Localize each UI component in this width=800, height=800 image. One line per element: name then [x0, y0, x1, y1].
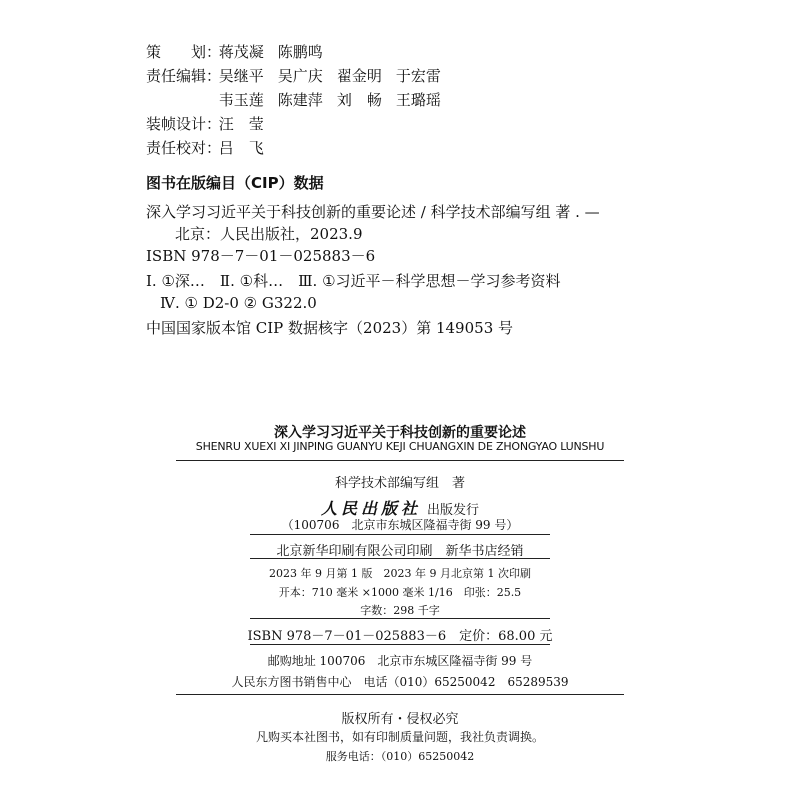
credit-name: 吴继平: [218, 67, 264, 85]
colophon-word-count: 字数：298 千字: [360, 604, 440, 617]
colophon-address: （100706 北京市东城区隆福寺街 99 号）: [281, 518, 519, 532]
cip-record-number: 中国国家版本馆 CIP 数据核字（2023）第 149053 号: [146, 319, 514, 337]
colophon-copyright: 版权所有・侵权必究: [341, 712, 459, 727]
divider: [250, 644, 550, 645]
colophon-sales-center: 人民东方图书销售中心 电话（010）65250042 65289539: [231, 675, 569, 689]
credit-planning: [146, 42, 323, 62]
cip-classification-1: Ⅰ. ①深… Ⅱ. ①科… Ⅲ. ①习近平－科学思想－学习参考资料: [146, 272, 561, 290]
divider: [250, 558, 550, 559]
colophon-title: 深入学习习近平关于科技创新的重要论述: [274, 425, 526, 441]
credit-label: 责任编辑：: [146, 67, 222, 85]
credit-editors-continued: [146, 90, 441, 110]
credit-label: 策 划：: [146, 43, 222, 61]
credit-name: 王璐瑶: [395, 91, 441, 109]
credit-name: 吴广庆: [277, 67, 323, 85]
cip-classification-2: Ⅳ. ① D2-0 ② G322.0: [160, 294, 317, 312]
publisher-logo: 人民出版社: [320, 499, 421, 518]
credit-name: 韦玉莲: [218, 91, 264, 109]
divider: [250, 618, 550, 619]
cip-publisher-line: 北京：人民出版社，2023.9: [175, 225, 363, 243]
divider: [176, 460, 624, 461]
credit-name: 吕 飞: [218, 139, 264, 157]
credit-editors: [146, 66, 441, 86]
colophon-isbn-price: ISBN 978－7－01－025883－6 定价：68.00 元: [247, 629, 553, 644]
colophon-printer: 北京新华印刷有限公司印刷 新华书店经销: [276, 544, 524, 559]
credit-name: 陈建萍: [277, 91, 323, 109]
cip-isbn: ISBN 978－7－01－025883－6: [146, 247, 376, 265]
colophon-mail-address: 邮购地址 100706 北京市东城区隆福寺街 99 号: [267, 654, 533, 668]
credit-name: 蒋茂凝: [218, 43, 264, 61]
credit-proofread: [146, 138, 264, 158]
credit-name: 汪 莹: [218, 115, 264, 133]
credit-name: 于宏雷: [395, 67, 441, 85]
cip-heading: 图书在版编目（CIP）数据: [146, 174, 324, 192]
colophon-edition: 2023 年 9 月第 1 版 2023 年 9 月北京第 1 次印刷: [269, 567, 531, 580]
publish-text: 出版发行: [427, 503, 480, 518]
colophon-service-phone: 服务电话：（010）65250042: [325, 750, 475, 763]
colophon-pinyin: SHENRU XUEXI XI JINPING GUANYU KEJI CHUANGXIN DE ZHONGYAO LUNSHU: [195, 440, 605, 453]
divider: [250, 534, 550, 535]
credit-name: 刘 畅: [336, 91, 382, 109]
credit-design: [146, 114, 264, 134]
credit-name: 翟金明: [336, 67, 382, 85]
colophon-format: 开本：710 毫米 ×1000 毫米 1/16 印张：25.5: [278, 586, 522, 599]
colophon-notice: 凡购买本社图书，如有印制质量问题，我社负责调换。: [255, 730, 544, 744]
credit-name: 陈鹏鸣: [277, 43, 323, 61]
credit-label: 装帧设计：: [146, 115, 222, 133]
colophon-author: 科学技术部编写组 著: [334, 476, 465, 491]
credit-label: 责任校对：: [146, 139, 222, 157]
cip-title-line: 深入学习习近平关于科技创新的重要论述 / 科学技术部编写组 著 . —: [146, 203, 600, 221]
divider: [176, 694, 624, 695]
